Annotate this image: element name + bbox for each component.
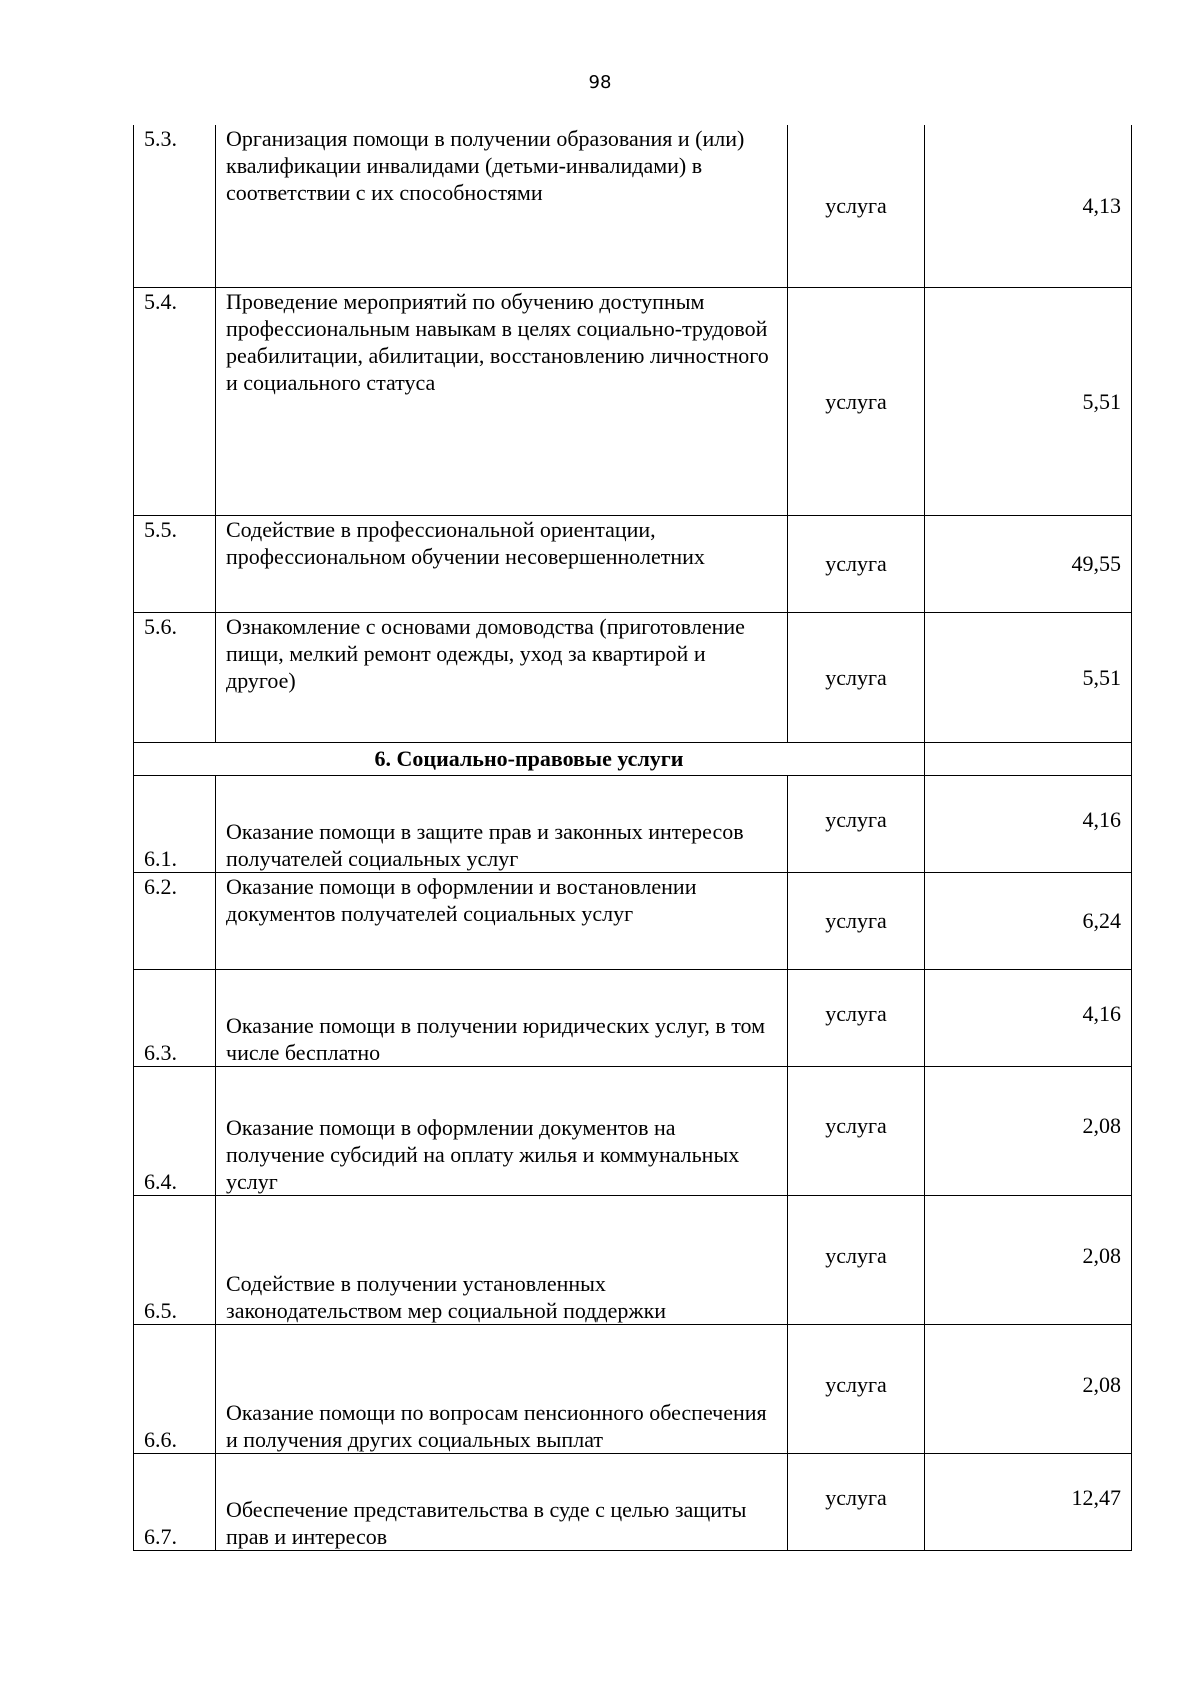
service-value: 6,24 <box>925 872 1132 969</box>
service-name: Оказание помощи в оформлении документов на получение субсидий на оплату жилья и коммунальных услуг <box>216 1066 788 1195</box>
section-title: 6. Социально-правовые услуги <box>134 742 925 775</box>
service-value: 5,51 <box>925 612 1132 742</box>
table-row <box>134 612 1132 742</box>
table-row <box>134 1195 1132 1324</box>
service-unit: услуга <box>788 872 925 969</box>
service-name: Оказание помощи в защите прав и законных интересов получателей социальных услуг <box>216 775 788 872</box>
service-value: 2,08 <box>925 1195 1132 1324</box>
table-row <box>134 1453 1132 1550</box>
row-number: 6.6. <box>134 1324 216 1453</box>
table-row <box>134 1324 1132 1453</box>
service-value: 2,08 <box>925 1324 1132 1453</box>
service-unit: услуга <box>788 969 925 1066</box>
table-row <box>134 872 1132 969</box>
table-row <box>134 287 1132 515</box>
empty-cell <box>925 742 1132 775</box>
section-row <box>134 742 1132 775</box>
row-number: 6.3. <box>134 969 216 1066</box>
row-number: 6.4. <box>134 1066 216 1195</box>
service-value: 2,08 <box>925 1066 1132 1195</box>
service-name: Организация помощи в получении образования и (или) квалификации инвалидами (детьми-инвалидами) в соответствии с их способностями <box>216 125 788 287</box>
service-value: 4,13 <box>925 125 1132 287</box>
service-unit: услуга <box>788 1195 925 1324</box>
service-value: 12,47 <box>925 1453 1132 1550</box>
row-number: 5.3. <box>134 125 216 287</box>
services-table <box>133 125 1132 1551</box>
row-number: 6.5. <box>134 1195 216 1324</box>
service-name: Содействие в профессиональной ориентации, профессиональном обучении несовершеннолетних <box>216 515 788 612</box>
service-unit: услуга <box>788 1324 925 1453</box>
row-number: 5.6. <box>134 612 216 742</box>
service-value: 4,16 <box>925 775 1132 872</box>
service-name: Проведение мероприятий по обучению доступным профессиональным навыкам в целях социально-трудовой реабилитации, абилитации, восстановлению личностного и социального статуса <box>216 287 788 515</box>
row-number: 6.2. <box>134 872 216 969</box>
service-name: Обеспечение представительства в суде с целью защиты прав и интересов <box>216 1453 788 1550</box>
row-number: 6.7. <box>134 1453 216 1550</box>
service-unit: услуга <box>788 612 925 742</box>
table-row <box>134 515 1132 612</box>
service-unit: услуга <box>788 287 925 515</box>
row-number: 5.4. <box>134 287 216 515</box>
service-name: Содействие в получении установленных законодательством мер социальной поддержки <box>216 1195 788 1324</box>
service-value: 4,16 <box>925 969 1132 1066</box>
row-number: 6.1. <box>134 775 216 872</box>
service-unit: услуга <box>788 1066 925 1195</box>
table-row <box>134 775 1132 872</box>
service-name: Ознакомление с основами домоводства (приготовление пищи, мелкий ремонт одежды, уход за квартирой и другое) <box>216 612 788 742</box>
service-unit: услуга <box>788 125 925 287</box>
table-row <box>134 1066 1132 1195</box>
service-name: Оказание помощи по вопросам пенсионного обеспечения и получения других социальных выплат <box>216 1324 788 1453</box>
service-unit: услуга <box>788 775 925 872</box>
service-value: 49,55 <box>925 515 1132 612</box>
service-unit: услуга <box>788 515 925 612</box>
page-number: 98 <box>588 72 612 93</box>
service-unit: услуга <box>788 1453 925 1550</box>
row-number: 5.5. <box>134 515 216 612</box>
service-value: 5,51 <box>925 287 1132 515</box>
service-name: Оказание помощи в получении юридических услуг, в том числе бесплатно <box>216 969 788 1066</box>
table-row <box>134 125 1132 287</box>
service-name: Оказание помощи в оформлении и востановлении документов получателей социальных услуг <box>216 872 788 969</box>
table-row <box>134 969 1132 1066</box>
